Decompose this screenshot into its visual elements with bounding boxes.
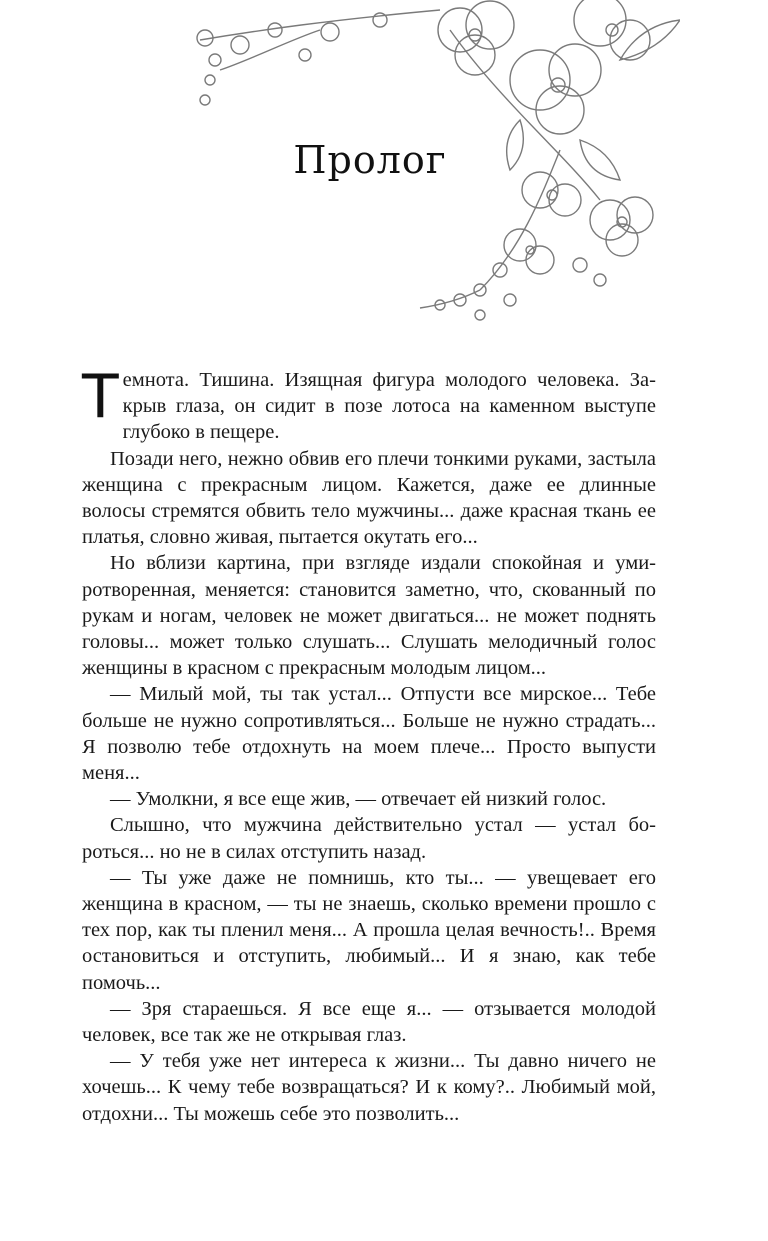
flower [574, 0, 650, 60]
flower [590, 197, 653, 256]
paragraph: — Умолкни, я все еще жив, — отвечает ей низкий голос. [110, 788, 607, 811]
paragraph: — Зря стараешься. Я все еще я... — отзывается молодой человек, все так же не открывая глаз. [82, 997, 656, 1047]
stem [480, 150, 560, 290]
bud [231, 36, 249, 54]
paragraph: Слышно, что мужчина действительно устал — устал бороться... но не в силах отступить назад. [82, 814, 656, 863]
paragraph: — У тебя уже нет интереса к жизни... Ты давно ничего не хочешь... К чему тебе возвращаться? И к кому?.. Любимый мой, отдохни... Ты можешь себе это позволить... [82, 1050, 656, 1125]
bud [504, 294, 516, 306]
bud [594, 274, 606, 286]
bud [573, 258, 587, 272]
bud [299, 49, 311, 61]
bud [200, 95, 210, 105]
bud [475, 310, 485, 320]
bud [373, 13, 387, 27]
chapter-title: Пролог [293, 138, 447, 182]
paragraph: Но вблизи картина, при взгляде издали спокойная и умиротворенная, меняется: становится заметно, что, скованный по рукам и ногам, человек не может двигаться... не может поднять головы... может только слушать... Слушать мелодичный голос женщины в красном с прекрасным молодым лицом... [82, 552, 656, 680]
drop-cap: Т [82, 362, 119, 432]
paragraph: — Ты уже даже не помнишь, кто ты... — увещевает его женщина в красном, — ты не знаешь, сколько времени прошло с тех пор, как ты пленил меня... А прошла целая вечность!.. Время остановиться и отступить, любимый... И я знаю, как тебе помочь... [82, 866, 656, 994]
leaf [507, 120, 524, 170]
paragraph: Позади него, нежно обвив его плечи тонкими руками, застыла женщина с прекрасным лицом. Кажется, даже ее длинные волосы стремятся обвить тело мужчины... даже красная ткань ее платья, словно живая, пытается окутать его... [82, 447, 656, 549]
bud [321, 23, 339, 41]
flower [510, 44, 601, 134]
paragraph-text: емнота. Тишина. Изящная фигура молодого человека. Закрыв глаза, он сидит в позе лотоса на каменном выступе глубоко в пещере. [122, 369, 656, 444]
leaf [580, 140, 620, 180]
paragraph: — Милый мой, ты так устал... Отпусти все мирское... Тебе больше не нужно сопротивляться... Больше не нужно страдать... Я позволю тебе отдохнуть на моем плече... Просто выпусти меня... [82, 683, 656, 785]
chapter-body [82, 362, 656, 1127]
bud [493, 263, 507, 277]
stem [420, 290, 480, 308]
stem [220, 30, 320, 70]
stem [200, 10, 440, 40]
flower [522, 172, 581, 216]
bud [209, 54, 221, 66]
paragraph [82, 362, 656, 446]
bud [205, 75, 215, 85]
